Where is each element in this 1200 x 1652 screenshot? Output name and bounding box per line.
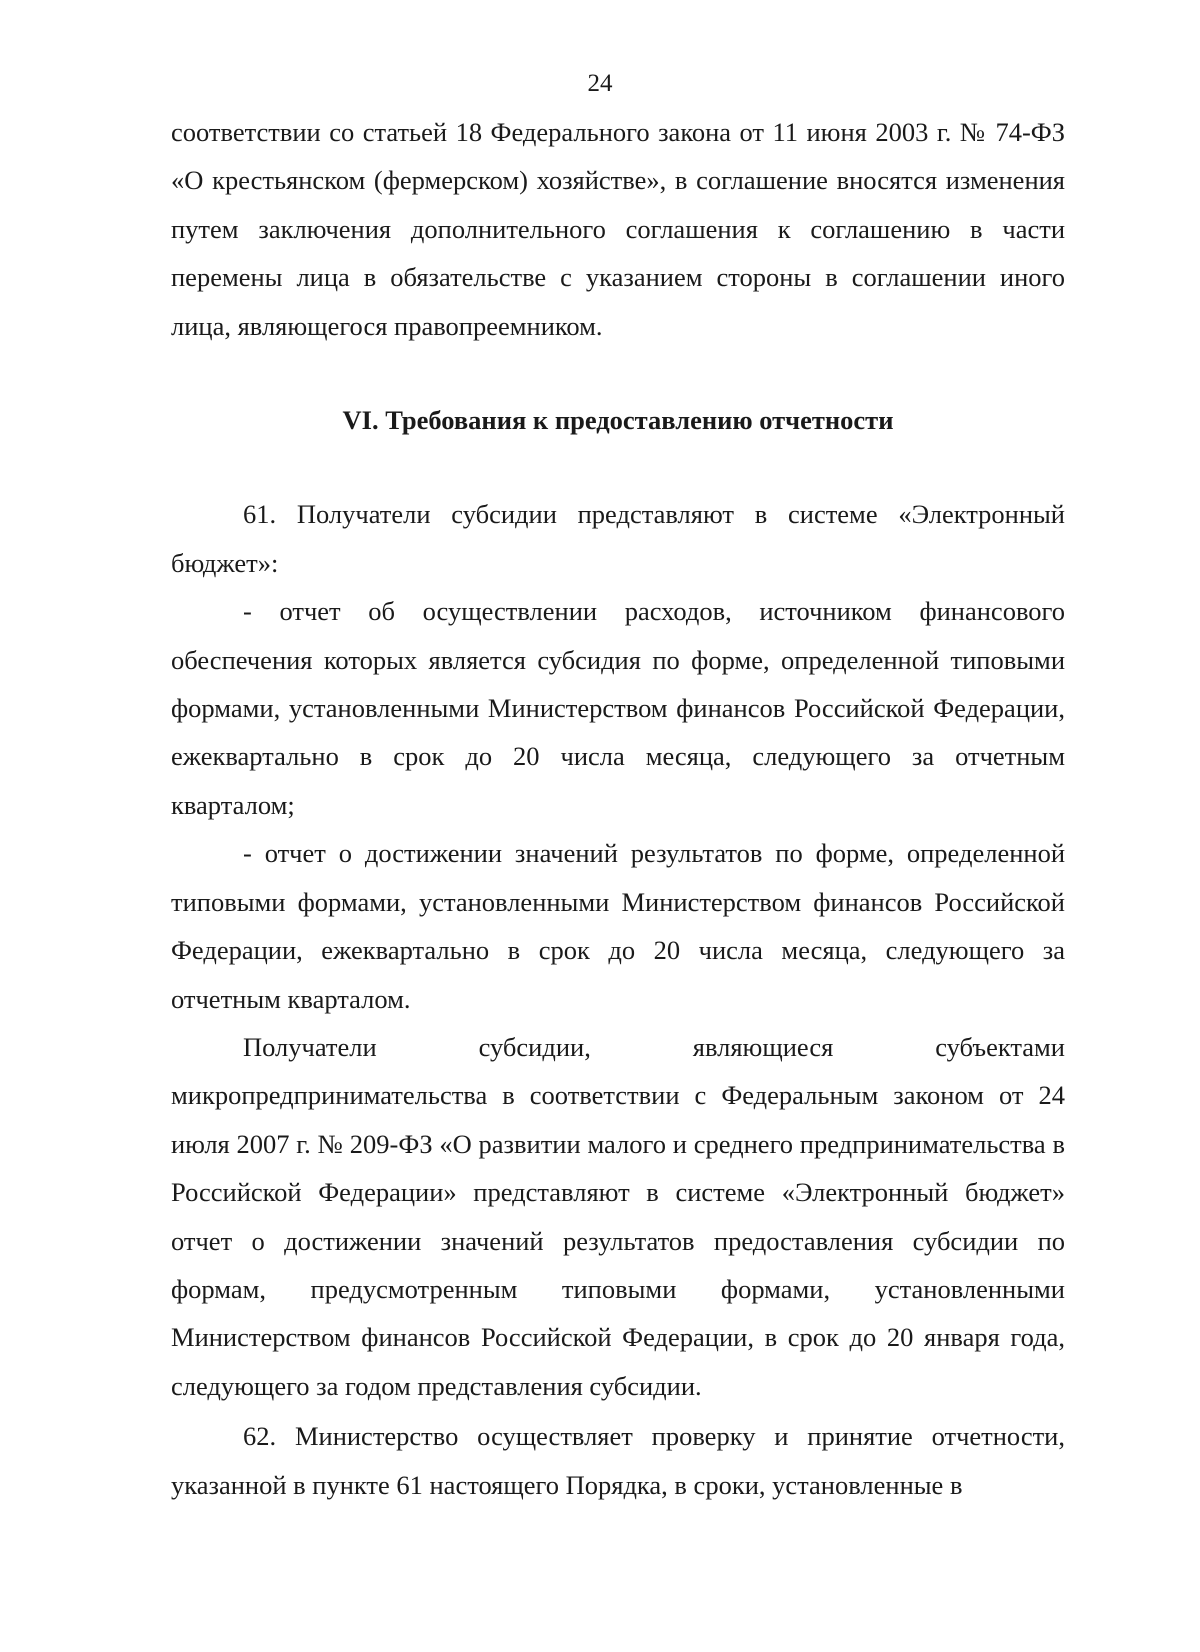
page-number: 24 [587, 70, 613, 97]
paragraph-micro-business: Получатели субсидии, являющиеся субъектами микропредпринимательства в соответствии с Федеральным законом от 24 июля 2007 г. № 209-ФЗ «О развитии малого и среднего предпринимательства в Российской Федерации» представляют в системе «Электронный бюджет» отчет о достижении значений результатов предоставления субсидии по формам, предусмотренным типовыми формами, установленными Министерством финансов Российской Федерации, в срок до 20 января года, следующего за годом представления субсидии. [171, 1031, 1065, 1401]
list-item-expense-report: - отчет об осуществлении расходов, источником финансового обеспечения которых является субсидия по форме, определенной типовыми формами, установленными Министерством финансов Российской Федерации, ежеквартально в срок до 20 числа месяца, следующего за отчетным кварталом; [171, 596, 1065, 820]
paragraph-item-62: 62. Министерство осуществляет проверку и принятие отчетности, указанной в пункте 61 настоящего Порядка, в сроки, установленные в [171, 1421, 1065, 1500]
list-item-results-report: - отчет о достижении значений результатов по форме, определенной типовыми формами, установленными Министерством финансов Российской Федерации, ежеквартально в срок до 20 числа месяца, следующего за отчетным кварталом. [171, 838, 1065, 1014]
paragraph-continuation: соответствии со статьей 18 Федерального закона от 11 июня 2003 г. № 74-ФЗ «О крестьянском (фермерском) хозяйстве», в соглашение вносятся изменения путем заключения дополнительного соглашения к соглашению в части перемены лица в обязательстве с указанием стороны в соглашении иного лица, являющегося правопреемником. [171, 117, 1065, 341]
document-body [171, 108, 1065, 1509]
section-heading: VI. Требования к предоставлению отчетности [342, 405, 894, 436]
paragraph-item-61: 61. Получатели субсидии представляют в системе «Электронный бюджет»: [171, 499, 1065, 578]
